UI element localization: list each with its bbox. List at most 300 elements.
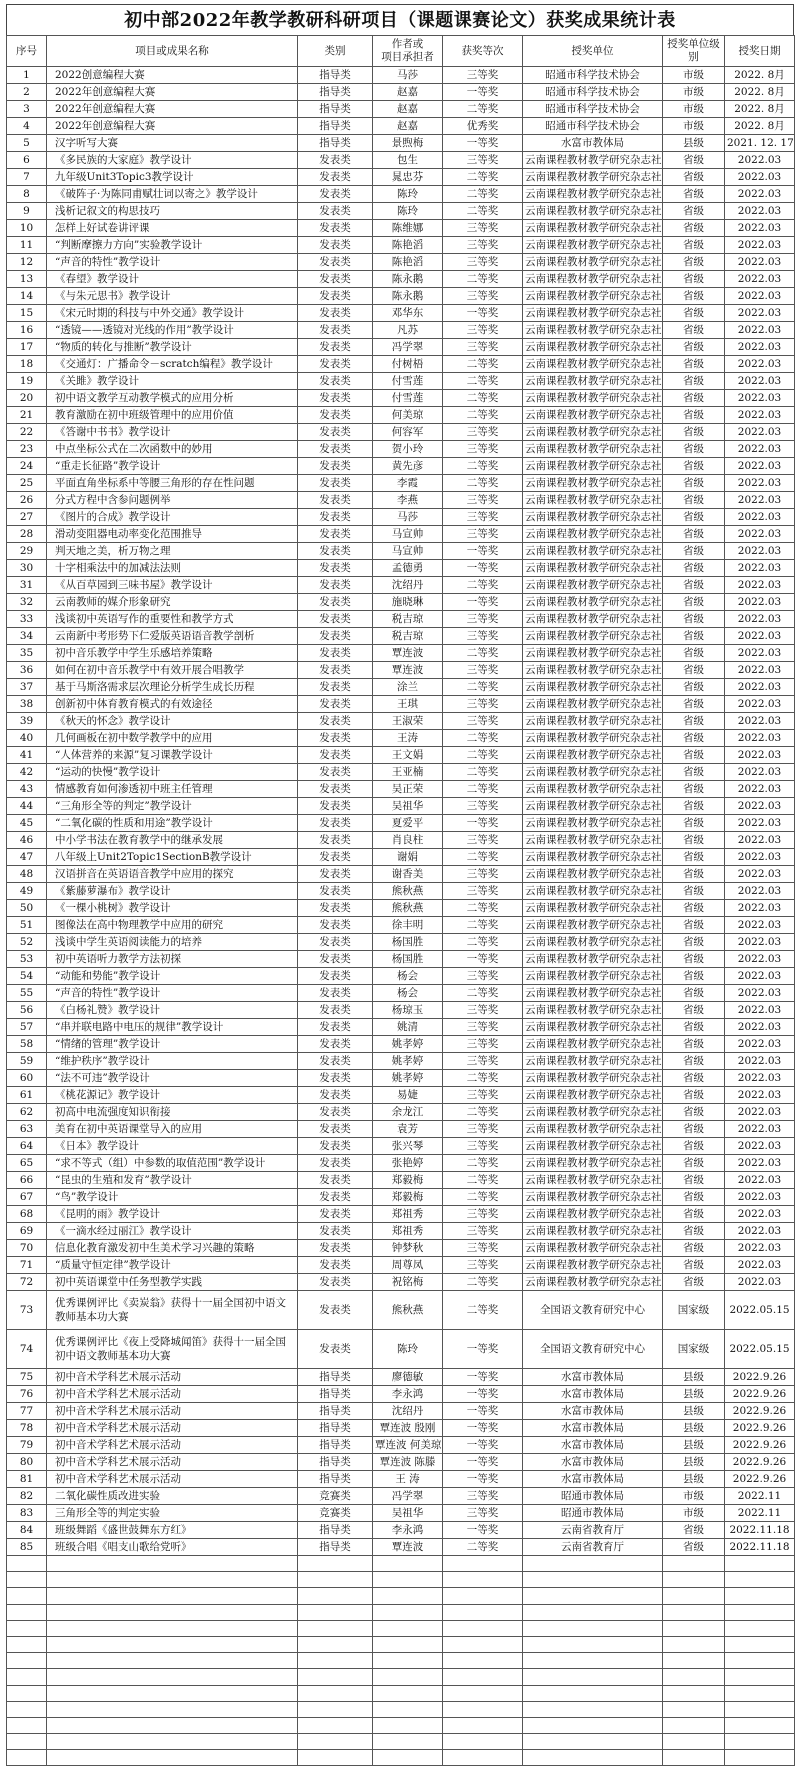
cell-grade: 二等奖 [443, 577, 523, 594]
cell-category: 发表类 [298, 594, 373, 611]
cell-no: 4 [7, 118, 47, 135]
cell-holder: 李永鸿 [373, 1386, 443, 1403]
cell-org: 云南课程教材教学研究杂志社 [523, 1189, 663, 1206]
cell-date: 2022.03 [725, 611, 795, 628]
cell-no: 42 [7, 764, 47, 781]
cell-holder: 马莎 [373, 509, 443, 526]
table-row [7, 203, 795, 220]
cell-grade: 一等奖 [443, 1420, 523, 1437]
cell-no: 5 [7, 135, 47, 152]
cell-category: 发表类 [298, 1189, 373, 1206]
cell-category: 发表类 [298, 815, 373, 832]
empty-cell [7, 1620, 47, 1636]
table-row [7, 543, 795, 560]
cell-no: 59 [7, 1053, 47, 1070]
cell-name: 二氧化碳性质改进实验 [47, 1488, 298, 1505]
cell-holder: 周尊凤 [373, 1257, 443, 1274]
cell-name: 八年级上Unit2Topic1SectionB教学设计 [47, 849, 298, 866]
table-row [7, 1206, 795, 1223]
cell-category: 发表类 [298, 696, 373, 713]
empty-cell [298, 1701, 373, 1717]
table-row [7, 662, 795, 679]
empty-row [7, 1572, 795, 1588]
cell-holder: 晁忠芬 [373, 169, 443, 186]
cell-holder: 廖德敏 [373, 1369, 443, 1386]
cell-name: 中小学书法在教育教学中的继承发展 [47, 832, 298, 849]
cell-no: 6 [7, 152, 47, 169]
cell-date: 2022.03 [725, 356, 795, 373]
cell-name: 浅析记叙文的构思技巧 [47, 203, 298, 220]
cell-no: 32 [7, 594, 47, 611]
cell-holder: 付树梧 [373, 356, 443, 373]
cell-name: 初中音术学科艺术展示活动 [47, 1437, 298, 1454]
cell-holder: 夏爱平 [373, 815, 443, 832]
cell-grade: 三等奖 [443, 968, 523, 985]
cell-level: 省级 [663, 849, 725, 866]
empty-cell [663, 1717, 725, 1733]
cell-no: 34 [7, 628, 47, 645]
header-date: 授奖日期 [725, 36, 795, 67]
cell-no: 20 [7, 390, 47, 407]
cell-org: 云南课程教材教学研究杂志社 [523, 951, 663, 968]
cell-name: 情感教育如何渗透初中班主任管理 [47, 781, 298, 798]
cell-category: 发表类 [298, 322, 373, 339]
cell-no: 29 [7, 543, 47, 560]
empty-cell [663, 1588, 725, 1604]
cell-date: 2022.03 [725, 577, 795, 594]
table-row [7, 1104, 795, 1121]
cell-org: 云南课程教材教学研究杂志社 [523, 594, 663, 611]
empty-row [7, 1620, 795, 1636]
cell-category: 发表类 [298, 424, 373, 441]
cell-no: 46 [7, 832, 47, 849]
cell-level: 省级 [663, 730, 725, 747]
cell-category: 发表类 [298, 1087, 373, 1104]
cell-grade: 二等奖 [443, 169, 523, 186]
cell-grade: 三等奖 [443, 611, 523, 628]
empty-cell [373, 1556, 443, 1572]
header-row [7, 36, 795, 67]
cell-level: 省级 [663, 390, 725, 407]
cell-holder: 涂兰 [373, 679, 443, 696]
empty-cell [443, 1653, 523, 1669]
empty-cell [298, 1685, 373, 1701]
cell-date: 2022.03 [725, 1036, 795, 1053]
cell-org: 云南课程教材教学研究杂志社 [523, 1002, 663, 1019]
table-row [7, 186, 795, 203]
cell-holder: 陈玲 [373, 1330, 443, 1369]
cell-org: 云南省教育厅 [523, 1522, 663, 1539]
cell-category: 发表类 [298, 934, 373, 951]
table-row [7, 1454, 795, 1471]
cell-name: “鸟”教学设计 [47, 1189, 298, 1206]
table-row [7, 747, 795, 764]
empty-cell [443, 1669, 523, 1685]
cell-level: 省级 [663, 1240, 725, 1257]
cell-org: 云南课程教材教学研究杂志社 [523, 1070, 663, 1087]
cell-org: 云南课程教材教学研究杂志社 [523, 730, 663, 747]
cell-org: 云南课程教材教学研究杂志社 [523, 628, 663, 645]
cell-org: 全国语文教育研究中心 [523, 1291, 663, 1330]
cell-name: 《关雎》教学设计 [47, 373, 298, 390]
cell-holder: 吴祖华 [373, 798, 443, 815]
cell-level: 省级 [663, 713, 725, 730]
cell-name: 初中英语听力教学方法初探 [47, 951, 298, 968]
table-row [7, 1053, 795, 1070]
cell-no: 2 [7, 84, 47, 101]
empty-cell [298, 1556, 373, 1572]
cell-grade: 优秀奖 [443, 118, 523, 135]
cell-name: 平面直角坐标系中等腰三角形的存在性问题 [47, 475, 298, 492]
empty-cell [7, 1604, 47, 1620]
cell-no: 70 [7, 1240, 47, 1257]
cell-org: 昭通市教体局 [523, 1505, 663, 1522]
cell-category: 发表类 [298, 526, 373, 543]
cell-holder: 孟德勇 [373, 560, 443, 577]
cell-date: 2022.03 [725, 1070, 795, 1087]
empty-row [7, 1669, 795, 1685]
cell-org: 云南课程教材教学研究杂志社 [523, 645, 663, 662]
cell-date: 2022.03 [725, 373, 795, 390]
cell-grade: 一等奖 [443, 1437, 523, 1454]
cell-no: 77 [7, 1403, 47, 1420]
cell-category: 指导类 [298, 1522, 373, 1539]
table-row [7, 271, 795, 288]
cell-level: 省级 [663, 815, 725, 832]
cell-name: 教育激励在初中班级管理中的应用价值 [47, 407, 298, 424]
cell-org: 云南课程教材教学研究杂志社 [523, 254, 663, 271]
cell-holder: 覃连波 殷刚 [373, 1420, 443, 1437]
cell-level: 省级 [663, 900, 725, 917]
cell-no: 44 [7, 798, 47, 815]
cell-holder: 杨会 [373, 985, 443, 1002]
empty-cell [725, 1717, 795, 1733]
cell-grade: 二等奖 [443, 1104, 523, 1121]
cell-level: 市级 [663, 1488, 725, 1505]
cell-date: 2022.03 [725, 390, 795, 407]
cell-date: 2022.03 [725, 441, 795, 458]
cell-name: 《宋元时期的科技与中外交通》教学设计 [47, 305, 298, 322]
cell-level: 省级 [663, 1087, 725, 1104]
header-level: 授奖单位级别 [663, 36, 725, 67]
cell-category: 发表类 [298, 356, 373, 373]
cell-name: 中点坐标公式在二次函数中的妙用 [47, 441, 298, 458]
cell-level: 省级 [663, 1002, 725, 1019]
cell-category: 发表类 [298, 798, 373, 815]
cell-name: 班级合唱《唱支山歌给党听》 [47, 1539, 298, 1556]
cell-org: 水富市教体局 [523, 1471, 663, 1488]
cell-holder: 张艳婷 [373, 1155, 443, 1172]
cell-level: 省级 [663, 220, 725, 237]
cell-level: 省级 [663, 322, 725, 339]
cell-category: 发表类 [298, 662, 373, 679]
cell-grade: 三等奖 [443, 1257, 523, 1274]
cell-category: 指导类 [298, 1437, 373, 1454]
empty-cell [298, 1604, 373, 1620]
empty-cell [373, 1572, 443, 1588]
cell-grade: 三等奖 [443, 1121, 523, 1138]
cell-date: 2022.03 [725, 407, 795, 424]
table-row [7, 1087, 795, 1104]
cell-category: 发表类 [298, 1104, 373, 1121]
cell-level: 县级 [663, 135, 725, 152]
table-row [7, 458, 795, 475]
cell-name: 《日本》教学设计 [47, 1138, 298, 1155]
cell-name: 优秀课例评比《夜上受降城闻笛》获得十一届全国初中语文教师基本功大赛 [47, 1330, 298, 1369]
cell-category: 发表类 [298, 220, 373, 237]
cell-level: 省级 [663, 526, 725, 543]
cell-name: 初中音术学科艺术展示活动 [47, 1369, 298, 1386]
cell-no: 43 [7, 781, 47, 798]
cell-holder: 赵嘉 [373, 101, 443, 118]
table-row [7, 1437, 795, 1454]
cell-name: 浅谈初中英语写作的重要性和教学方式 [47, 611, 298, 628]
cell-name: 怎样上好试卷讲评课 [47, 220, 298, 237]
cell-name: 初中音乐教学中学生乐感培养策略 [47, 645, 298, 662]
cell-name: 《春望》教学设计 [47, 271, 298, 288]
cell-category: 发表类 [298, 747, 373, 764]
cell-no: 65 [7, 1155, 47, 1172]
cell-date: 2022.03 [725, 1002, 795, 1019]
cell-no: 27 [7, 509, 47, 526]
header-holder-line1: 作者或 [391, 38, 424, 50]
empty-cell [47, 1572, 298, 1588]
cell-level: 省级 [663, 645, 725, 662]
cell-no: 72 [7, 1274, 47, 1291]
cell-category: 发表类 [298, 186, 373, 203]
cell-grade: 一等奖 [443, 594, 523, 611]
cell-date: 2022.03 [725, 1274, 795, 1291]
empty-cell [725, 1734, 795, 1750]
empty-cell [663, 1556, 725, 1572]
empty-cell [298, 1734, 373, 1750]
empty-cell [725, 1750, 795, 1766]
table-row [7, 849, 795, 866]
cell-name: 初中音术学科艺术展示活动 [47, 1386, 298, 1403]
cell-level: 市级 [663, 84, 725, 101]
cell-org: 云南课程教材教学研究杂志社 [523, 696, 663, 713]
cell-org: 云南课程教材教学研究杂志社 [523, 866, 663, 883]
cell-no: 50 [7, 900, 47, 917]
cell-date: 2022.03 [725, 849, 795, 866]
cell-grade: 一等奖 [443, 1522, 523, 1539]
cell-category: 发表类 [298, 271, 373, 288]
cell-date: 2022.03 [725, 492, 795, 509]
cell-grade: 三等奖 [443, 441, 523, 458]
cell-name: “三角形全等的判定”教学设计 [47, 798, 298, 815]
cell-grade: 二等奖 [443, 101, 523, 118]
cell-level: 省级 [663, 781, 725, 798]
cell-category: 发表类 [298, 1330, 373, 1369]
cell-name: 浅谈中学生英语阅读能力的培养 [47, 934, 298, 951]
cell-holder: 李永鸿 [373, 1522, 443, 1539]
cell-category: 发表类 [298, 305, 373, 322]
cell-org: 云南课程教材教学研究杂志社 [523, 305, 663, 322]
cell-grade: 二等奖 [443, 356, 523, 373]
cell-date: 2022.9.26 [725, 1369, 795, 1386]
cell-no: 37 [7, 679, 47, 696]
cell-category: 指导类 [298, 1403, 373, 1420]
cell-level: 省级 [663, 798, 725, 815]
table-row [7, 798, 795, 815]
cell-org: 云南课程教材教学研究杂志社 [523, 934, 663, 951]
cell-name: 云南教师的媒介形象研究 [47, 594, 298, 611]
cell-no: 8 [7, 186, 47, 203]
table-row [7, 390, 795, 407]
cell-org: 水富市教体局 [523, 1437, 663, 1454]
cell-level: 省级 [663, 832, 725, 849]
cell-level: 省级 [663, 254, 725, 271]
table-row [7, 1369, 795, 1386]
empty-cell [7, 1701, 47, 1717]
cell-no: 74 [7, 1330, 47, 1369]
cell-name: 初中音术学科艺术展示活动 [47, 1420, 298, 1437]
cell-category: 发表类 [298, 645, 373, 662]
cell-level: 省级 [663, 492, 725, 509]
empty-row [7, 1588, 795, 1604]
cell-category: 发表类 [298, 475, 373, 492]
cell-category: 发表类 [298, 628, 373, 645]
cell-grade: 三等奖 [443, 1505, 523, 1522]
cell-holder: 景煦梅 [373, 135, 443, 152]
cell-holder: 付雪莲 [373, 390, 443, 407]
cell-date: 2022.03 [725, 254, 795, 271]
cell-no: 67 [7, 1189, 47, 1206]
cell-category: 发表类 [298, 288, 373, 305]
table-row [7, 815, 795, 832]
empty-cell [443, 1717, 523, 1733]
empty-cell [663, 1620, 725, 1636]
cell-level: 省级 [663, 441, 725, 458]
cell-no: 66 [7, 1172, 47, 1189]
cell-category: 发表类 [298, 390, 373, 407]
cell-date: 2022.03 [725, 203, 795, 220]
cell-no: 26 [7, 492, 47, 509]
cell-grade: 二等奖 [443, 747, 523, 764]
cell-level: 省级 [663, 628, 725, 645]
cell-no: 75 [7, 1369, 47, 1386]
cell-date: 2022.11 [725, 1505, 795, 1522]
cell-grade: 三等奖 [443, 713, 523, 730]
cell-name: 2022创意编程大赛 [47, 67, 298, 84]
cell-category: 指导类 [298, 1386, 373, 1403]
cell-level: 省级 [663, 288, 725, 305]
table-row [7, 288, 795, 305]
cell-level: 市级 [663, 1505, 725, 1522]
table-row [7, 900, 795, 917]
cell-holder: 沈绍丹 [373, 577, 443, 594]
cell-no: 48 [7, 866, 47, 883]
cell-level: 省级 [663, 1223, 725, 1240]
cell-grade: 二等奖 [443, 730, 523, 747]
cell-holder: 王文娟 [373, 747, 443, 764]
cell-name: 十字相乘法中的加减法法则 [47, 560, 298, 577]
cell-org: 云南课程教材教学研究杂志社 [523, 764, 663, 781]
cell-org: 云南课程教材教学研究杂志社 [523, 169, 663, 186]
empty-cell [725, 1556, 795, 1572]
cell-holder: 王涛 [373, 730, 443, 747]
cell-name: “动能和势能”教学设计 [47, 968, 298, 985]
cell-no: 58 [7, 1036, 47, 1053]
cell-date: 2022.03 [725, 968, 795, 985]
cell-date: 2022.03 [725, 1155, 795, 1172]
cell-holder: 王淑荣 [373, 713, 443, 730]
cell-grade: 三等奖 [443, 526, 523, 543]
cell-org: 云南课程教材教学研究杂志社 [523, 271, 663, 288]
cell-name: 《破阵子·为陈同甫赋壮词以寄之》教学设计 [47, 186, 298, 203]
cell-level: 省级 [663, 458, 725, 475]
table-row [7, 730, 795, 747]
cell-holder: 赵嘉 [373, 84, 443, 101]
empty-cell [298, 1750, 373, 1766]
cell-org: 云南课程教材教学研究杂志社 [523, 577, 663, 594]
cell-org: 云南课程教材教学研究杂志社 [523, 407, 663, 424]
table-row [7, 713, 795, 730]
cell-holder: 熊秋燕 [373, 1291, 443, 1330]
cell-category: 发表类 [298, 254, 373, 271]
empty-cell [443, 1685, 523, 1701]
cell-level: 省级 [663, 577, 725, 594]
cell-org: 云南课程教材教学研究杂志社 [523, 679, 663, 696]
cell-org: 云南课程教材教学研究杂志社 [523, 781, 663, 798]
empty-cell [725, 1620, 795, 1636]
cell-level: 县级 [663, 1471, 725, 1488]
empty-cell [298, 1572, 373, 1588]
cell-no: 22 [7, 424, 47, 441]
cell-grade: 三等奖 [443, 1019, 523, 1036]
empty-row [7, 1636, 795, 1652]
cell-category: 发表类 [298, 985, 373, 1002]
cell-date: 2022.03 [725, 934, 795, 951]
cell-holder: 易婕 [373, 1087, 443, 1104]
table-row [7, 152, 795, 169]
empty-cell [298, 1717, 373, 1733]
cell-org: 云南课程教材教学研究杂志社 [523, 1087, 663, 1104]
cell-category: 指导类 [298, 1420, 373, 1437]
empty-cell [523, 1620, 663, 1636]
cell-grade: 三等奖 [443, 492, 523, 509]
cell-date: 2022.03 [725, 1206, 795, 1223]
cell-no: 41 [7, 747, 47, 764]
cell-level: 市级 [663, 101, 725, 118]
cell-date: 2022.9.26 [725, 1454, 795, 1471]
cell-holder: 冯学翠 [373, 1488, 443, 1505]
table-row [7, 237, 795, 254]
cell-holder: 李霞 [373, 475, 443, 492]
cell-date: 2022.03 [725, 866, 795, 883]
cell-date: 2022.03 [725, 917, 795, 934]
cell-date: 2022.03 [725, 713, 795, 730]
empty-cell [298, 1653, 373, 1669]
cell-date: 2022.03 [725, 475, 795, 492]
empty-cell [443, 1556, 523, 1572]
cell-grade: 三等奖 [443, 628, 523, 645]
empty-row [7, 1717, 795, 1733]
cell-name: “昆虫的生殖和发育”教学设计 [47, 1172, 298, 1189]
cell-org: 云南课程教材教学研究杂志社 [523, 1223, 663, 1240]
cell-grade: 一等奖 [443, 815, 523, 832]
cell-holder: 王亚楠 [373, 764, 443, 781]
cell-date: 2022.03 [725, 900, 795, 917]
empty-cell [47, 1604, 298, 1620]
cell-grade: 二等奖 [443, 373, 523, 390]
cell-name: 判天地之美，析万物之理 [47, 543, 298, 560]
empty-cell [7, 1669, 47, 1685]
cell-category: 指导类 [298, 118, 373, 135]
cell-category: 发表类 [298, 1019, 373, 1036]
cell-no: 56 [7, 1002, 47, 1019]
cell-level: 国家级 [663, 1291, 725, 1330]
